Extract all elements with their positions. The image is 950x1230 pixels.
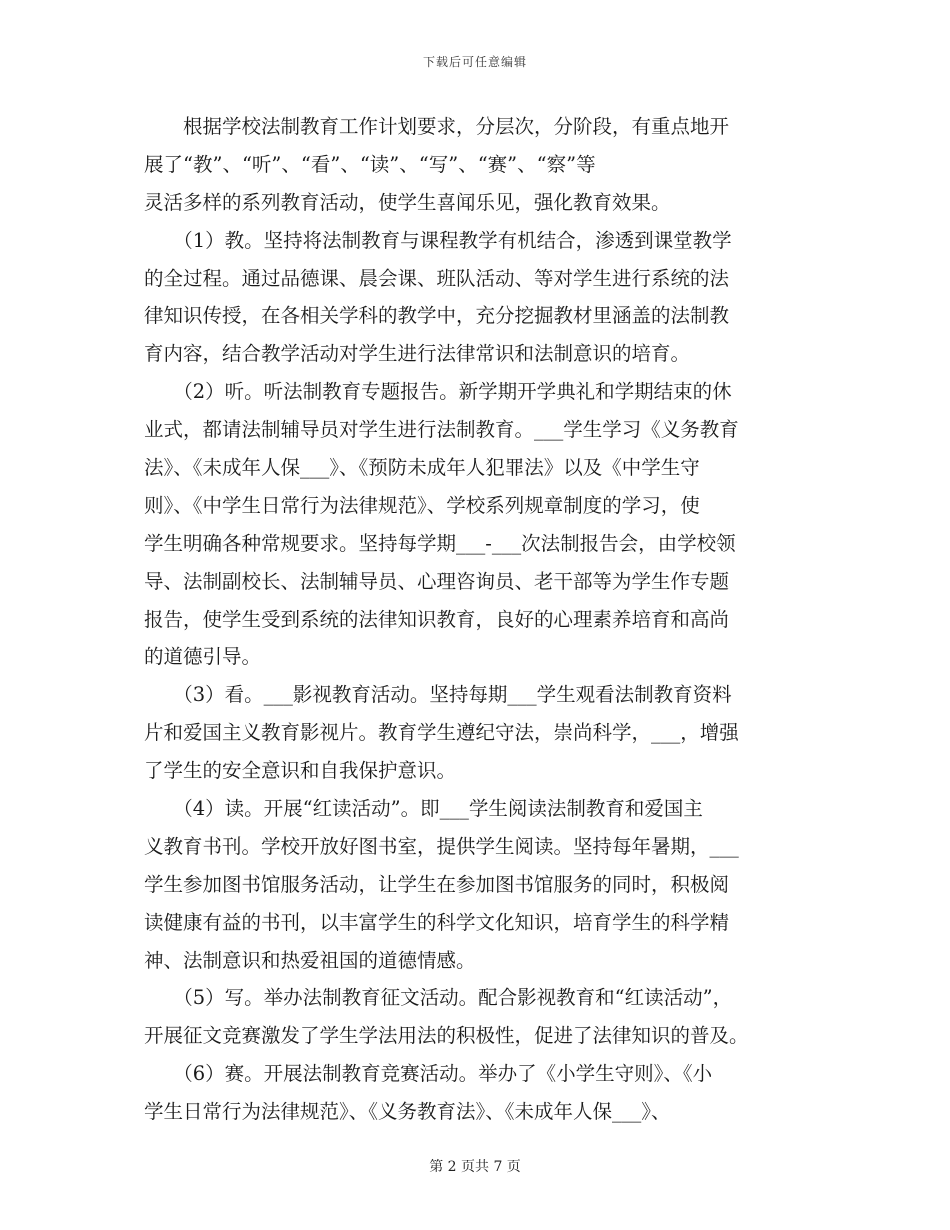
- text-line: 灵活多样的系列教育活动，使学生喜闻乐见，强化教育效果。: [144, 190, 671, 214]
- text-line: 学生参加图书馆服务活动，让学生在参加图书馆服务的同时，积极阅: [144, 872, 730, 896]
- page-header: 下载后可任意编辑: [422, 55, 527, 69]
- text-line: 了学生的安全意识和自我保护意识。: [144, 759, 457, 783]
- text-line: （2）听。听法制教育专题报告。新学期开学典礼和学期结束的休: [144, 380, 732, 404]
- text-line: 根据学校法制教育工作计划要求，分层次，分阶段，有重点地开: [144, 115, 730, 138]
- text-line: 学生日常行为法律规范》、《义务教育法》、《未成年人保___》、: [144, 1100, 671, 1124]
- text-line: 律知识传授，在各相关学科的教学中，充分挖掘教材里涵盖的法制教: [144, 304, 730, 328]
- text-line: 学生明确各种常规要求。坚持每学期___-___次法制报告会，由学校领: [144, 531, 736, 555]
- text-line: 育内容，结合教学活动对学生进行法律常识和法制意识的培育。: [144, 342, 691, 366]
- document-body: [144, 108, 826, 1131]
- text-line: 读健康有益的书刊，以丰富学生的科学文化知识，培育学生的科学精: [144, 910, 730, 934]
- text-line: （4）读。开展“红读活动”。即___学生阅读法制教育和爱国主: [144, 797, 703, 821]
- text-line: （6）赛。开展法制教育竞赛活动。举办了《小学生守则》、《小: [144, 1062, 713, 1086]
- text-line: 的道德引导。: [144, 645, 262, 669]
- text-line: 报告，使学生受到系统的法律知识教育，良好的心理素养培育和高尚: [144, 607, 730, 631]
- text-line: 义教育书刊。学校开放好图书室，提供学生阅读。坚持每年暑期，___: [144, 834, 739, 858]
- text-line: 法》、《未成年人保___》、《预防未成年人犯罪法》以及《中学生守: [144, 456, 700, 480]
- text-line: 片和爱国主义教育影视片。教育学生遵纪守法，崇尚科学，___，增强: [144, 721, 739, 745]
- page-footer: 第 2 页共 7 页: [429, 1159, 521, 1175]
- text-line: （1）教。坚持将法制教育与课程教学有机结合，渗透到课堂教学: [144, 228, 732, 252]
- text-line: 则》、《中学生日常行为法律规范》、学校系列规章制度的学习，使: [144, 493, 700, 517]
- text-line: （5）写。举办法制教育征文活动。配合影视教育和“红读活动”，: [144, 986, 733, 1010]
- text-line: 开展征文竞赛激发了学生学法用法的积极性，促进了法律知识的普及。: [144, 1024, 749, 1048]
- text-line: 展了“教”、“听”、“看”、“读”、“写”、“赛”、“察”等: [144, 152, 596, 176]
- text-line: 神、法制意识和热爱祖国的道德情感。: [144, 948, 476, 972]
- text-line: 业式，都请法制辅导员对学生进行法制教育。___学生学习《义务教育: [144, 418, 739, 442]
- text-line: 导、法制副校长、法制辅导员、心理咨询员、老干部等为学生作专题: [144, 569, 730, 593]
- text-line: （3）看。___影视教育活动。坚持每期___学生观看法制教育资料: [144, 683, 732, 707]
- text-line: 的全过程。通过品德课、晨会课、班队活动、等对学生进行系统的法: [144, 266, 730, 290]
